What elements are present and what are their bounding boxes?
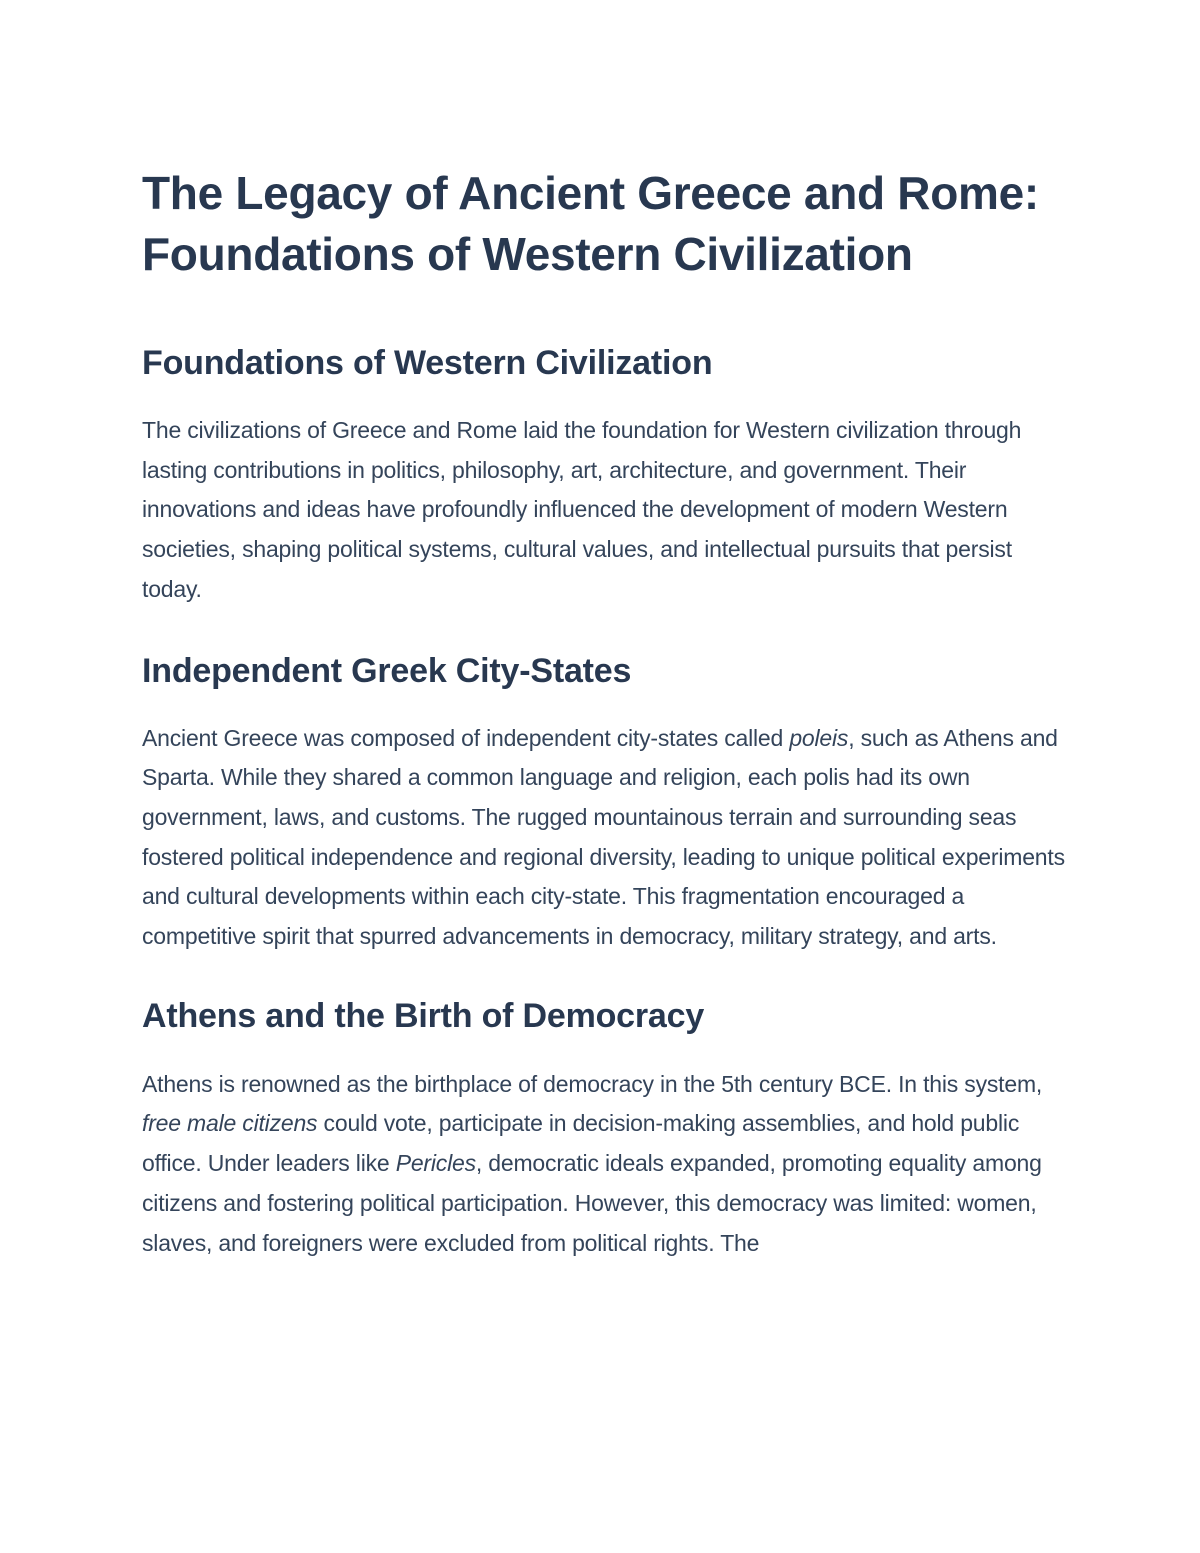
paragraph-text: The civilizations of Greece and Rome laid the foundation for Western civilization through lasting contributions in politics, philosophy, art, architecture, and government. Their innovations and ideas have profoundly influenced the development of modern Western societies, shaping political systems, cultural values, and intellectual pursuits that persist today. [142,417,1022,602]
emphasis-term: Pericles [395,1150,476,1177]
section-heading: Foundations of Western Civilization [142,344,713,382]
paragraph-text: , democratic ideals expanded, promoting equality among citizens and fostering political participation. However, this democracy was limited: women, slaves, and foreigners were excluded from political rights. The [142,1150,1042,1256]
paragraph-text: Ancient Greece was composed of independent city-states called [142,724,790,751]
document-page [142,163,1072,1263]
section-paragraph [142,719,1072,957]
section-paragraph [142,1065,1072,1264]
document-title: The Legacy of Ancient Greece and Rome: Foundations of Western Civilization [142,167,1039,280]
paragraph-text: could vote, participate in decision-making assemblies, and hold public office. Under leaders like [142,1110,1020,1177]
paragraph-text: Athens is renowned as the birthplace of democracy in the 5th century BCE. In this system, [142,1070,1043,1097]
paragraph-text: , such as Athens and Sparta. While they shared a common language and religion, each polis had its own government, laws, and customs. The rugged mountainous terrain and surrounding seas fostered political independence and regional diversity, leading to unique political experiments and cultural developments within each city-state. This fragmentation encouraged a competitive spirit that spurred advancements in democracy, military strategy, and arts. [142,724,1065,950]
section-paragraph [142,411,1072,610]
emphasis-term: free male citizens [142,1110,318,1137]
section-heading: Independent Greek City-States [142,651,632,690]
section-heading: Athens and the Birth of Democracy [142,996,705,1035]
emphasis-term: poleis [789,724,849,751]
